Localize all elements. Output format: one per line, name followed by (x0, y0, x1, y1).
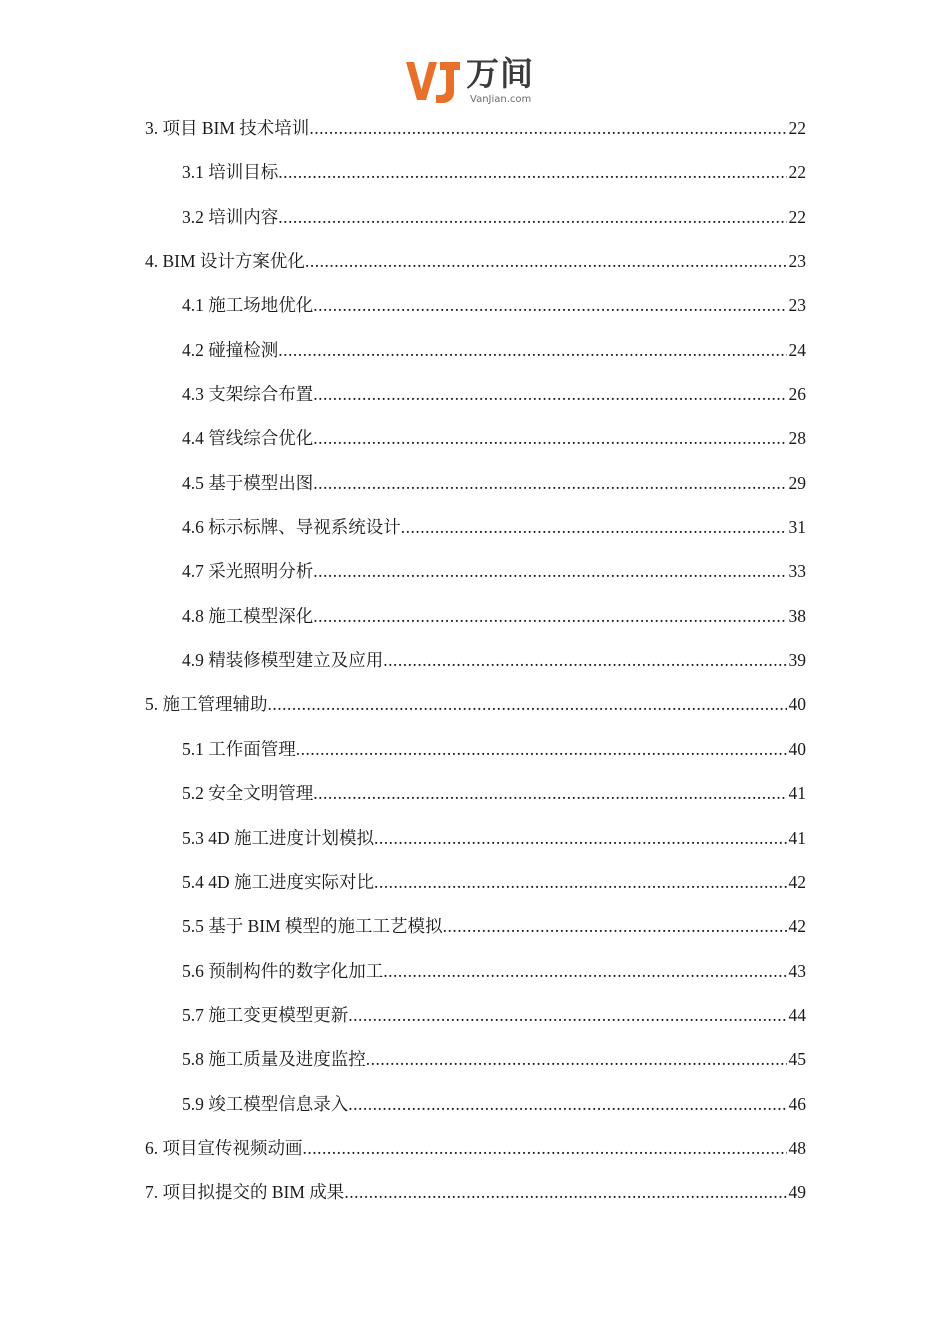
toc-entry-page: 46 (788, 1093, 806, 1114)
toc-entry-title: 7. 项目拟提交的 BIM 成果 (145, 1182, 345, 1203)
toc-entry[interactable] (145, 644, 806, 688)
toc-entry[interactable] (145, 866, 806, 910)
toc-entry[interactable] (145, 378, 806, 422)
vj-logo-icon (404, 58, 464, 106)
toc-dot-leader (313, 467, 786, 499)
toc-dot-leader (383, 644, 786, 676)
toc-entry[interactable] (145, 600, 806, 644)
toc-dot-leader (296, 733, 787, 765)
toc-entry-title: 4.8 施工模型深化 (182, 605, 314, 626)
toc-dot-leader (344, 1176, 786, 1208)
toc-entry-page: 23 (788, 295, 806, 316)
toc-entry-title: 5.8 施工质量及进度监控 (182, 1049, 366, 1070)
toc-entry[interactable] (145, 1176, 806, 1220)
toc-entry-title: 3.2 培训内容 (182, 206, 279, 227)
toc-entry[interactable] (145, 334, 806, 378)
toc-entry[interactable] (145, 1088, 806, 1132)
toc-dot-leader (374, 866, 786, 898)
toc-dot-leader (348, 999, 786, 1031)
toc-entry[interactable] (145, 733, 806, 777)
toc-entry[interactable] (145, 777, 806, 821)
toc-entry-page: 22 (788, 206, 806, 227)
toc-entry-title: 4. BIM 设计方案优化 (145, 251, 305, 272)
toc-entry-title: 4.6 标示标牌、导视系统设计 (182, 517, 401, 538)
toc-entry[interactable] (145, 1132, 806, 1176)
toc-entry-title: 6. 项目宣传视频动画 (145, 1137, 303, 1158)
toc-dot-leader (313, 289, 786, 321)
toc-entry-page: 48 (788, 1137, 806, 1158)
toc-entry-title: 5.2 安全文明管理 (182, 783, 314, 804)
toc-entry-title: 5.5 基于 BIM 模型的施工工艺模拟 (182, 916, 443, 937)
toc-entry-title: 4.4 管线综合优化 (182, 428, 314, 449)
toc-dot-leader (313, 600, 786, 632)
logo-text: 万间 (466, 54, 534, 93)
toc-dot-leader (313, 378, 786, 410)
toc-entry[interactable] (145, 1043, 806, 1087)
toc-entry-page: 43 (788, 960, 806, 981)
toc-entry-page: 41 (788, 827, 806, 848)
toc-entry-page: 49 (788, 1182, 806, 1203)
toc-entry[interactable] (145, 999, 806, 1043)
toc-entry[interactable] (145, 511, 806, 555)
toc-entry-page: 41 (788, 783, 806, 804)
toc-dot-leader (303, 1132, 787, 1164)
toc-entry-title: 5.1 工作面管理 (182, 738, 296, 759)
toc-entry-title: 4.2 碰撞检测 (182, 339, 279, 360)
toc-dot-leader (348, 1088, 786, 1120)
toc-entry[interactable] (145, 112, 806, 156)
toc-dot-leader (305, 245, 787, 277)
toc-entry-title: 4.5 基于模型出图 (182, 472, 314, 493)
toc-entry-page: 42 (788, 871, 806, 892)
toc-entry-page: 29 (788, 472, 806, 493)
vanjian-logo (404, 56, 554, 110)
toc-entry-title: 3.1 培训目标 (182, 162, 279, 183)
toc-entry-title: 4.7 采光照明分析 (182, 561, 314, 582)
toc-entry-title: 4.9 精装修模型建立及应用 (182, 650, 384, 671)
toc-entry[interactable] (145, 156, 806, 200)
toc-entry[interactable] (145, 422, 806, 466)
toc-entry-page: 40 (788, 694, 806, 715)
toc-entry[interactable] (145, 555, 806, 599)
toc-entry-page: 42 (788, 916, 806, 937)
toc-entry-title: 4.1 施工场地优化 (182, 295, 314, 316)
toc-entry-page: 22 (788, 118, 806, 138)
toc-dot-leader (309, 112, 786, 144)
toc-dot-leader (383, 955, 786, 987)
table-of-contents (145, 112, 806, 1221)
toc-entry-title: 3. 项目 BIM 技术培训 (145, 118, 310, 138)
toc-dot-leader (268, 688, 787, 720)
toc-entry-page: 22 (788, 162, 806, 183)
toc-dot-leader (374, 822, 786, 854)
toc-entry-title: 5.7 施工变更模型更新 (182, 1004, 349, 1025)
toc-entry-page: 44 (788, 1004, 806, 1025)
toc-entry-title: 5.4 4D 施工进度实际对比 (182, 871, 375, 892)
toc-entry-page: 33 (788, 561, 806, 582)
toc-entry-page: 28 (788, 428, 806, 449)
toc-entry-page: 26 (788, 384, 806, 405)
toc-entry[interactable] (145, 955, 806, 999)
toc-entry-title: 5.3 4D 施工进度计划模拟 (182, 827, 375, 848)
toc-entry[interactable] (145, 910, 806, 954)
toc-entry[interactable] (145, 289, 806, 333)
toc-entry[interactable] (145, 688, 806, 732)
toc-entry[interactable] (145, 245, 806, 289)
toc-entry-title: 5.6 预制构件的数字化加工 (182, 960, 384, 981)
toc-entry-title: 4.3 支架综合布置 (182, 384, 314, 405)
toc-entry-page: 23 (788, 251, 806, 272)
toc-entry-title: 5.9 竣工模型信息录入 (182, 1093, 349, 1114)
toc-entry-page: 40 (788, 738, 806, 759)
toc-dot-leader (313, 422, 786, 454)
toc-dot-leader (313, 777, 786, 809)
toc-entry-page: 31 (788, 517, 806, 538)
toc-entry-page: 38 (788, 605, 806, 626)
toc-dot-leader (366, 1043, 787, 1075)
logo-subtitle: VanJian.com (470, 94, 532, 105)
toc-entry-page: 39 (788, 650, 806, 671)
toc-dot-leader (278, 156, 786, 188)
toc-dot-leader (313, 555, 786, 587)
toc-entry[interactable] (145, 822, 806, 866)
toc-entry-page: 24 (788, 339, 806, 360)
toc-entry-title: 5. 施工管理辅助 (145, 694, 268, 715)
toc-entry[interactable] (145, 201, 806, 245)
toc-dot-leader (443, 910, 787, 942)
toc-dot-leader (401, 511, 787, 543)
toc-entry-page: 45 (788, 1049, 806, 1070)
toc-entry[interactable] (145, 467, 806, 511)
toc-dot-leader (278, 201, 786, 233)
toc-dot-leader (278, 334, 786, 366)
